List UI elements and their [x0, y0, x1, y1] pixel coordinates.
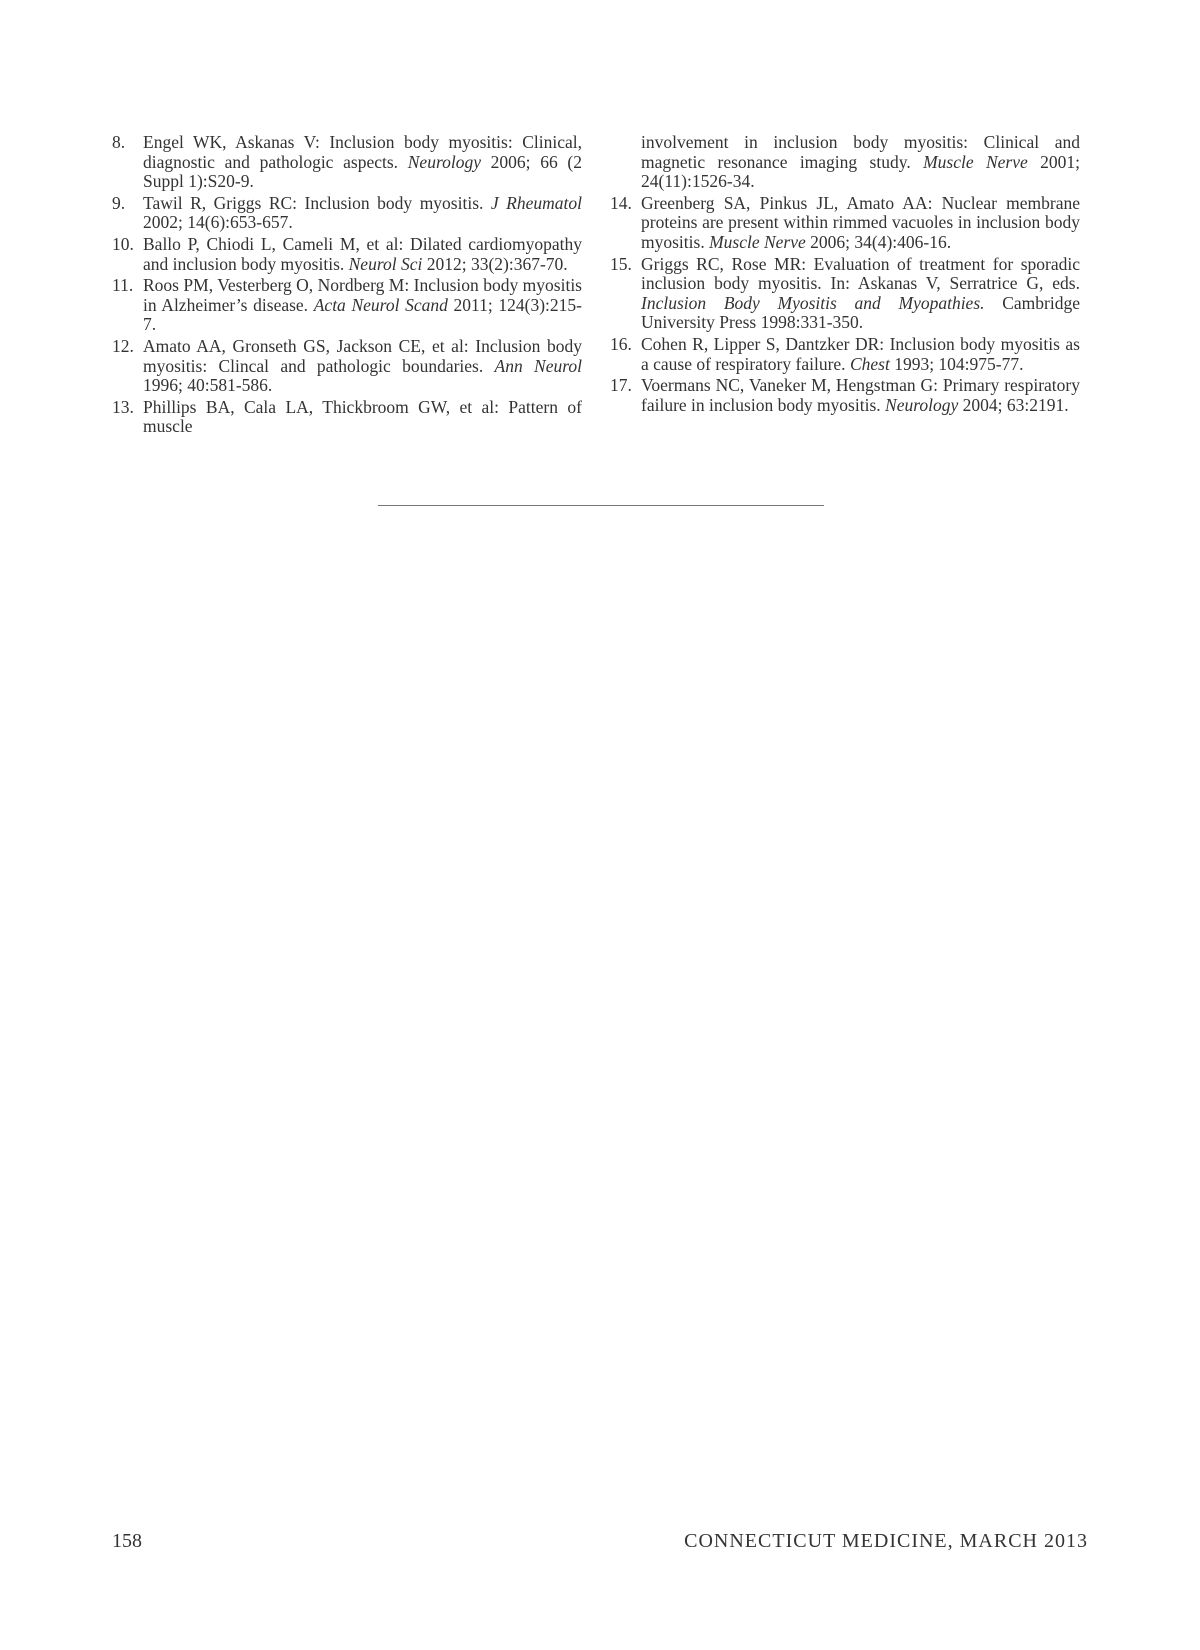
- reference-text: Griggs RC, Rose MR: Evaluation of treatment for sporadic inclusion body myositis. In: Askanas V, Serratrice G, eds. Inclusion Body Myositis and Myopathies. Cambridge University Press 1998:331-350.: [641, 253, 1080, 333]
- reference-continuation: [610, 133, 1080, 192]
- journal-name: Neurology: [885, 394, 959, 415]
- reference-item: [610, 376, 1080, 415]
- journal-name: Muscle Nerve: [709, 231, 806, 252]
- reference-number: 17.: [610, 375, 632, 396]
- reference-number: 10.: [112, 233, 134, 254]
- journal-name: Chest: [849, 353, 890, 374]
- reference-number: 14.: [610, 192, 632, 213]
- book-title: Inclusion Body Myositis and Myopathies.: [641, 292, 985, 313]
- reference-number: 12.: [112, 335, 134, 356]
- reference-text: Amato AA, Gronseth GS, Jackson CE, et al: Inclusion body myositis: Clincal and pathologic boundaries. Ann Neurol 1996; 40:581-586.: [143, 335, 583, 396]
- reference-number: 15.: [610, 253, 632, 274]
- reference-text: Engel WK, Askanas V: Inclusion body myositis: Clinical, diagnostic and pathologic aspects. Neurology 2006; 66 (2 Suppl 1):S20-9.: [143, 132, 582, 192]
- journal-name: Acta Neurol Scand: [313, 294, 448, 315]
- section-divider: [378, 505, 824, 506]
- page-number: 158: [112, 1530, 142, 1552]
- journal-issue-footer: CONNECTICUT MEDICINE, MARCH 2013: [684, 1530, 1088, 1552]
- reference-number: 8.: [112, 132, 126, 152]
- reference-text: Cohen R, Lipper S, Dantzker DR: Inclusion body myositis as a cause of respiratory failure. Chest 1993; 104:975-77.: [641, 333, 1080, 374]
- reference-item: [610, 335, 1080, 374]
- reference-text: Tawil R, Griggs RC: Inclusion body myositis. J Rheumatol 2002; 14(6):653-657.: [143, 192, 583, 233]
- journal-name: Ann Neurol: [494, 355, 583, 376]
- journal-name: Neurol Sci: [348, 253, 423, 274]
- reference-item: [112, 194, 582, 233]
- reference-text: involvement in inclusion body myositis: Clinical and magnetic resonance imaging study. Muscle Nerve 2001; 24(11):1526-34.: [641, 132, 1080, 192]
- journal-name: Muscle Nerve: [923, 151, 1028, 172]
- reference-item: [610, 255, 1080, 333]
- reference-item: [112, 276, 582, 335]
- reference-text: Roos PM, Vesterberg O, Nordberg M: Inclusion body myositis in Alzheimer’s disease. Acta Neurol Scand 2011; 124(3):215-7.: [143, 275, 582, 335]
- reference-number: 11.: [112, 275, 134, 296]
- references-left-column: [112, 133, 582, 439]
- journal-name: Neurology: [407, 151, 481, 172]
- reference-number: 16.: [610, 333, 632, 354]
- reference-number: 9.: [112, 192, 126, 213]
- journal-name: J Rheumatol: [490, 192, 583, 213]
- reference-item: [112, 398, 582, 437]
- reference-text: Greenberg SA, Pinkus JL, Amato AA: Nuclear membrane proteins are present within rimmed vacuoles in inclusion body myositis. Muscle Nerve 2006; 34(4):406-16.: [641, 192, 1080, 252]
- reference-text: Ballo P, Chiodi L, Cameli M, et al: Dilated cardiomyopathy and inclusion body myositis. Neurol Sci 2012; 33(2):367-70.: [143, 233, 582, 274]
- reference-item: [610, 194, 1080, 253]
- reference-number: 13.: [112, 396, 134, 417]
- reference-text: Voermans NC, Vaneker M, Hengstman G: Primary respiratory failure in inclusion body myositis. Neurology 2004; 63:2191.: [641, 375, 1080, 415]
- reference-text: Phillips BA, Cala LA, Thickbroom GW, et al: Pattern of muscle: [143, 396, 582, 437]
- reference-item: [112, 337, 582, 396]
- references-right-column: [610, 133, 1080, 417]
- reference-item: [112, 235, 582, 274]
- reference-item: [112, 133, 582, 192]
